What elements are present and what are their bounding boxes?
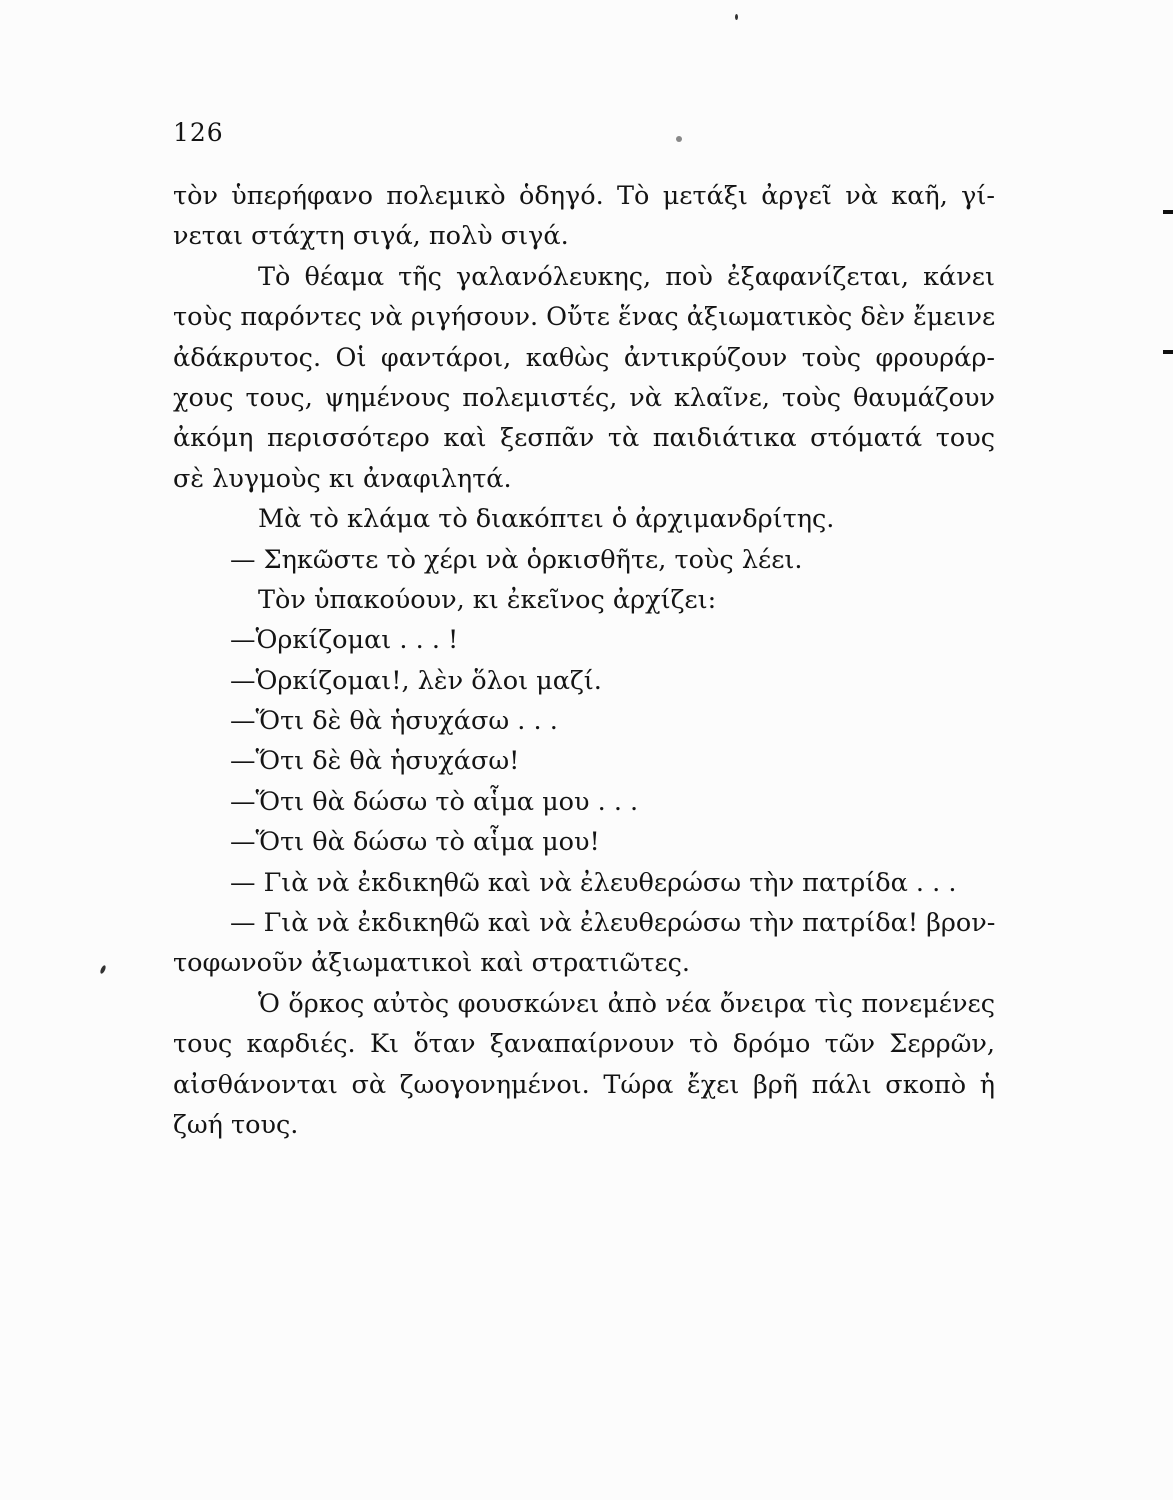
page-number: 126 xyxy=(173,118,224,147)
text-line: αἰσθάνονται σὰ ζωογονημένοι. Τώρα ἔχει βρῆ πάλι σκοπὸ ἡ xyxy=(173,1069,995,1100)
text-line: —Ὁρκίζομαι!, λὲν ὅλοι μαζί. xyxy=(230,665,602,696)
text-line: ζωή τους. xyxy=(173,1109,299,1140)
text-line: ἀκόμη περισσότερο καὶ ξεσπᾶν τὰ παιδιάτικα στόματά τους xyxy=(173,423,995,454)
text-line: —Ὅτι δὲ θὰ ἡσυχάσω! xyxy=(230,746,520,777)
text-line: — Σηκῶστε τὸ χέρι νὰ ὁρκισθῆτε, τοὺς λέει. xyxy=(230,544,803,575)
text-line: —Ὁρκίζομαι . . . ! xyxy=(230,625,459,656)
ink-speck xyxy=(676,136,682,142)
text-line: —Ὅτι δὲ θὰ ἡσυχάσω . . . xyxy=(230,706,558,737)
text-line: τοφωνοῦν ἀξιωματικοὶ καὶ στρατιῶτες. xyxy=(173,948,691,979)
ink-speck xyxy=(735,14,738,20)
edge-mark xyxy=(1163,210,1173,214)
text-line: —Ὅτι θὰ δώσω τὸ αἷμα μου . . . xyxy=(230,786,639,817)
text-line: χους τους, ψημένους πολεμιστές, νὰ κλαῖνε, τοὺς θαυμάζουν xyxy=(173,382,995,413)
text-line: τους καρδιές. Κι ὅταν ξαναπαίρνουν τὸ δρόμο τῶν Σερρῶν, xyxy=(173,1029,995,1060)
ink-speck xyxy=(99,965,106,975)
text-line: Τὸν ὑπακούουν, κι ἐκεῖνος ἀρχίζει: xyxy=(258,584,717,615)
edge-mark xyxy=(1163,350,1173,354)
text-line: — Γιὰ νὰ ἐκδικηθῶ καὶ νὰ ἐλευθερώσω τὴν πατρίδα! βρον- xyxy=(230,908,996,939)
body-text xyxy=(173,176,995,1145)
text-line: ἀδάκρυτος. Οἱ φαντάροι, καθὼς ἀντικρύζουν τοὺς φρουράρ- xyxy=(173,342,995,373)
text-line: Ὁ ὅρκος αὐτὸς φουσκώνει ἀπὸ νέα ὄνειρα τὶς πονεμένες xyxy=(258,988,995,1019)
text-line: — Γιὰ νὰ ἐκδικηθῶ καὶ νὰ ἐλευθερώσω τὴν πατρίδα . . . xyxy=(230,867,957,898)
text-line: —Ὅτι θὰ δώσω τὸ αἷμα μου! xyxy=(230,827,600,858)
text-line: Τὸ θέαμα τῆς γαλανόλευκης, ποὺ ἐξαφανίζεται, κάνει xyxy=(258,261,995,292)
text-line: τοὺς παρόντες νὰ ριγήσουν. Οὔτε ἕνας ἀξιωματικὸς δὲν ἔμεινε xyxy=(173,302,996,333)
text-line: σὲ λυγμοὺς κι ἀναφιλητά. xyxy=(173,463,512,494)
text-line: τὸν ὑπερήφανο πολεμικὸ ὁδηγό. Τὸ μετάξι ἀργεῖ νὰ καῆ, γί- xyxy=(173,181,995,211)
text-line: νεται στάχτη σιγά, πολὺ σιγά. xyxy=(173,221,569,252)
text-line: Μὰ τὸ κλάμα τὸ διακόπτει ὁ ἀρχιμανδρίτης. xyxy=(258,504,835,535)
